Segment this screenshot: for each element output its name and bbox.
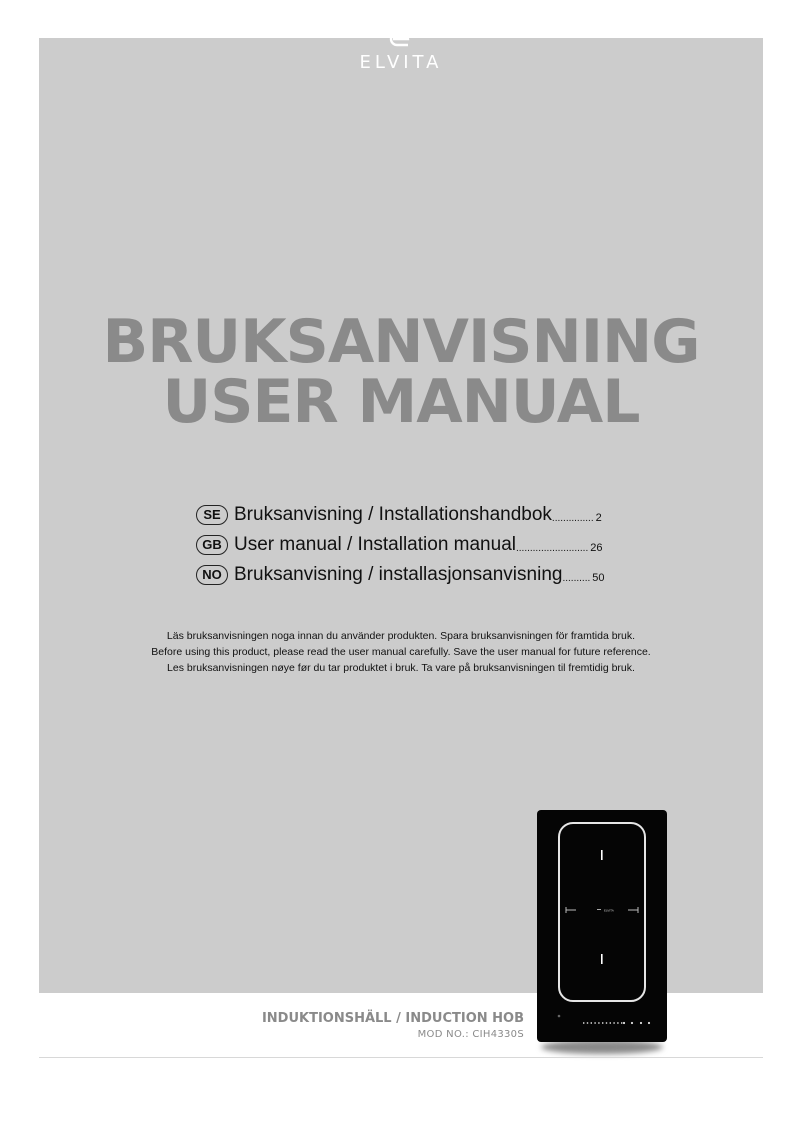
title-line-2: USER MANUAL (162, 367, 640, 437)
toc-row-no[interactable] (196, 560, 605, 590)
brand-name: ELVITA (359, 52, 443, 73)
notice-english: Before using this product, please read the user manual carefully. Save the user manual for future reference. (151, 646, 651, 658)
toc-title-gb: User manual / Installation manual (234, 534, 516, 555)
bottom-divider (39, 1057, 763, 1058)
title-line-1: BRUKSANVISNING (102, 307, 700, 377)
model-number: MOD NO.: CIH4330S (417, 1029, 524, 1040)
toc-page-se: 2 (595, 512, 602, 524)
toc-leader: .......... (562, 572, 591, 584)
induction-hob-image (537, 810, 667, 1054)
toc-page-no: 50 (592, 572, 605, 584)
toc-page-gb: 26 (590, 542, 603, 554)
notice-swedish: Läs bruksanvisningen noga innan du använder produkten. Spara bruksanvisningen för framtida bruk. (166, 630, 636, 642)
toc-row-gb[interactable] (196, 530, 605, 560)
toc-leader: ............... (551, 512, 594, 524)
toc-leader: .......................... (515, 542, 589, 554)
brand-logo (0, 28, 802, 73)
read-manual-notice (0, 628, 802, 676)
language-badge-no: NO (196, 565, 228, 585)
hob-brand-label: ELVITA (604, 908, 614, 913)
toc-title-se: Bruksanvisning / Installationshandbok (234, 504, 552, 525)
language-contents (196, 500, 605, 590)
language-badge-gb: GB (196, 535, 228, 555)
toc-title-no: Bruksanvisning / installasjonsanvisning (234, 564, 563, 585)
toc-row-se[interactable] (196, 500, 605, 530)
elvita-logo-icon (386, 28, 416, 50)
language-badge-se: SE (196, 505, 228, 525)
notice-norwegian: Les bruksanvisningen nøye før du tar produktet i bruk. Ta vare på bruksanvisningen til fremtidig bruk. (167, 662, 635, 674)
product-type: INDUKTIONSHÄLL / INDUCTION HOB (261, 1011, 524, 1026)
